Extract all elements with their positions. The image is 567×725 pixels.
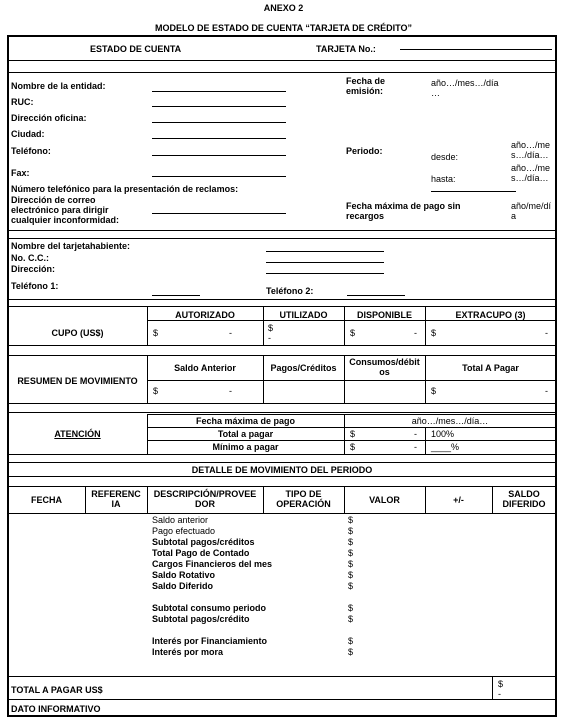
cupo-used-value: - — [268, 333, 271, 343]
detail-col-value: VALOR — [369, 495, 400, 505]
atencion-label: ATENCIÓN — [54, 429, 101, 439]
fax-line[interactable] — [152, 176, 286, 177]
detail-item-currency: $ — [348, 559, 354, 569]
atencion-max-date-value: año…/mes…/día… — [411, 416, 489, 426]
total-to-pay-label: TOTAL A PAGAR US$ — [11, 685, 103, 695]
cupo-available-currency: $ — [350, 328, 356, 338]
cupo-available-value: - — [414, 328, 417, 338]
divider — [8, 412, 556, 413]
cupo-authorized-value: - — [229, 328, 232, 338]
email-label-2: electrónico para dirigir — [11, 205, 109, 215]
resumen-previous-value: - — [229, 386, 232, 396]
resumen-header-total: Total A Pagar — [462, 363, 519, 373]
divider — [8, 462, 556, 463]
divider — [8, 699, 556, 700]
atencion-row-line — [147, 440, 556, 441]
issue-date-label-2: emisión: — [346, 86, 384, 96]
detail-item-currency: $ — [348, 603, 354, 613]
max-pay-value-1: año/me/dí — [511, 201, 552, 211]
atencion-min-currency: $ — [350, 442, 356, 452]
divider — [8, 403, 556, 404]
detail-col-type-1: TIPO DE — [285, 489, 322, 499]
detail-item-label: Interés por Financiamiento — [152, 636, 268, 646]
period-from-value-1: año…/me — [511, 140, 551, 150]
atencion-min-label: Mínimo a pagar — [212, 442, 279, 452]
resumen-row-label: RESUMEN DE MOVIMIENTO — [17, 376, 138, 386]
email-line[interactable] — [152, 213, 286, 214]
entity-name-line[interactable] — [152, 91, 286, 92]
detail-item-label: Interés por mora — [152, 647, 224, 657]
resumen-header-line — [147, 380, 556, 381]
email-label-1: Dirección de correo — [11, 195, 96, 205]
resumen-previous-currency: $ — [153, 386, 159, 396]
resumen-header-consumption-1: Consumos/débit — [349, 357, 420, 367]
detail-item-currency: $ — [348, 570, 354, 580]
divider — [8, 486, 556, 487]
atencion-max-date-label: Fecha máxima de pago — [195, 416, 296, 426]
detail-item-currency: $ — [348, 526, 354, 536]
card-number-line[interactable] — [400, 49, 552, 50]
divider — [8, 476, 556, 477]
period-label: Periodo: — [346, 146, 383, 156]
period-from-label: desde: — [431, 152, 459, 162]
detail-item-currency: $ — [348, 548, 354, 558]
claims-phone-label: Número telefónico para la presentación de reclamos: — [11, 184, 239, 194]
atencion-row-line — [147, 427, 556, 428]
detail-col-plusminus: +/- — [453, 495, 464, 505]
resumen-header-previous: Saldo Anterior — [174, 363, 236, 373]
statement-header: ESTADO DE CUENTA — [90, 44, 182, 54]
detail-col-desc-1: DESCRIPCIÓN/PROVEE — [153, 489, 257, 499]
max-pay-label-1: Fecha máxima de pago sin — [346, 201, 461, 211]
detail-item-label: Pago efectuado — [152, 526, 216, 536]
atencion-col — [425, 427, 426, 454]
fax-label: Fax: — [11, 168, 30, 178]
info-label: DATO INFORMATIVO — [11, 704, 101, 714]
atencion-min-value: ____% — [431, 442, 460, 452]
issue-date-value-2: … — [431, 88, 440, 98]
cupo-extra-currency: $ — [431, 328, 437, 338]
office-line[interactable] — [152, 122, 286, 123]
phone2-line[interactable] — [347, 295, 405, 296]
cupo-header-extra: EXTRACUPO (3) — [455, 310, 526, 320]
resumen-header-consumption-2: os — [379, 367, 390, 377]
detail-item-label: Saldo Diferido — [152, 581, 214, 591]
ruc-line[interactable] — [152, 106, 286, 107]
detail-item-label: Cargos Financieros del mes — [152, 559, 273, 569]
holder-address-line[interactable] — [266, 273, 384, 274]
total-to-pay-currency: $ — [498, 679, 504, 689]
detail-item-currency: $ — [348, 647, 354, 657]
resumen-total-value: - — [545, 386, 548, 396]
holder-id-line[interactable] — [266, 262, 384, 263]
resumen-header-payments: Pagos/Créditos — [270, 363, 337, 373]
divider — [8, 345, 556, 346]
phone1-line[interactable] — [152, 295, 200, 296]
detail-item-label: Saldo anterior — [152, 515, 209, 525]
detail-item-label: Saldo Rotativo — [152, 570, 216, 580]
card-number-label: TARJETA No.: — [316, 44, 376, 54]
cupo-authorized-currency: $ — [153, 328, 159, 338]
divider — [8, 72, 556, 73]
total-to-pay-value: - — [498, 689, 501, 699]
atencion-total-value: 100% — [431, 429, 455, 439]
cupo-extra-value: - — [545, 328, 548, 338]
cupo-header-used: UTILIZADO — [279, 310, 328, 320]
cupo-header-authorized: AUTORIZADO — [175, 310, 235, 320]
office-label: Dirección oficina: — [11, 113, 87, 123]
period-from-value-2: s…/día… — [511, 150, 549, 160]
cupo-header-available: DISPONIBLE — [356, 310, 412, 320]
divider — [8, 299, 556, 300]
detail-item-label: Subtotal pagos/crédito — [152, 614, 250, 624]
detail-item-currency: $ — [348, 515, 354, 525]
entity-name-label: Nombre de la entidad: — [11, 81, 106, 91]
issue-date-label-1: Fecha de — [346, 76, 386, 86]
holder-address-label: Dirección: — [11, 264, 56, 274]
detail-col-balance-1: SALDO — [508, 489, 540, 499]
cupo-used-currency: $ — [268, 323, 274, 333]
divider — [8, 454, 556, 455]
divider — [8, 306, 556, 307]
email-label-3: cualquier inconformidad: — [11, 215, 120, 225]
resumen-total-currency: $ — [431, 386, 437, 396]
detail-item-currency: $ — [348, 636, 354, 646]
annex-label: ANEXO 2 — [263, 3, 304, 13]
phone-label: Teléfono: — [11, 146, 51, 156]
document-title: MODELO DE ESTADO DE CUENTA “TARJETA DE CRÉDITO” — [154, 23, 412, 33]
phone1-label: Teléfono 1: — [11, 281, 59, 291]
period-line[interactable] — [431, 191, 516, 192]
detail-header-bottom — [8, 513, 556, 514]
period-to-value-1: año…/me — [511, 163, 551, 173]
detail-item-label: Total Pago de Contado — [152, 548, 250, 558]
atencion-min-dash: - — [414, 442, 417, 452]
divider — [8, 676, 556, 677]
detail-col-ref-2: IA — [111, 499, 121, 509]
divider — [8, 238, 556, 239]
cupo-header-line — [147, 320, 556, 321]
max-pay-label-2: recargos — [346, 211, 385, 221]
detail-item-label: Subtotal consumo periodo — [152, 603, 266, 613]
footer-col — [492, 677, 493, 699]
period-to-label: hasta: — [431, 174, 456, 184]
holder-name-line[interactable] — [266, 251, 384, 252]
atencion-total-dash: - — [414, 429, 417, 439]
holder-name-label: Nombre del tarjetahabiente: — [11, 241, 131, 251]
detail-col-type-2: OPERACIÓN — [276, 499, 331, 509]
detail-title: DETALLE DE MOVIMIENTO DEL PERIODO — [191, 465, 373, 475]
cupo-row-label: CUPO (US$) — [51, 328, 104, 338]
issue-date-value-1: año…/mes…/día — [431, 78, 499, 88]
detail-item-currency: $ — [348, 581, 354, 591]
phone2-label: Teléfono 2: — [266, 286, 314, 296]
detail-col-balance-2: DIFERIDO — [502, 499, 546, 509]
city-line[interactable] — [152, 138, 286, 139]
atencion-total-label: Total a pagar — [217, 429, 274, 439]
atencion-total-currency: $ — [350, 429, 356, 439]
detail-item-label: Subtotal pagos/créditos — [152, 537, 255, 547]
max-pay-value-2: a — [511, 211, 517, 221]
divider — [8, 60, 556, 61]
detail-col-desc-2: DOR — [195, 499, 215, 509]
city-label: Ciudad: — [11, 129, 45, 139]
holder-id-label: No. C.C.: — [11, 253, 49, 263]
ruc-label: RUC: — [11, 97, 34, 107]
detail-item-currency: $ — [348, 614, 354, 624]
divider — [8, 355, 556, 356]
phone-line[interactable] — [152, 155, 286, 156]
detail-col-date: FECHA — [31, 495, 62, 505]
period-to-value-2: s…/día… — [511, 173, 549, 183]
divider — [8, 230, 556, 231]
detail-item-currency: $ — [348, 537, 354, 547]
detail-col-ref-1: REFERENC — [91, 489, 141, 499]
